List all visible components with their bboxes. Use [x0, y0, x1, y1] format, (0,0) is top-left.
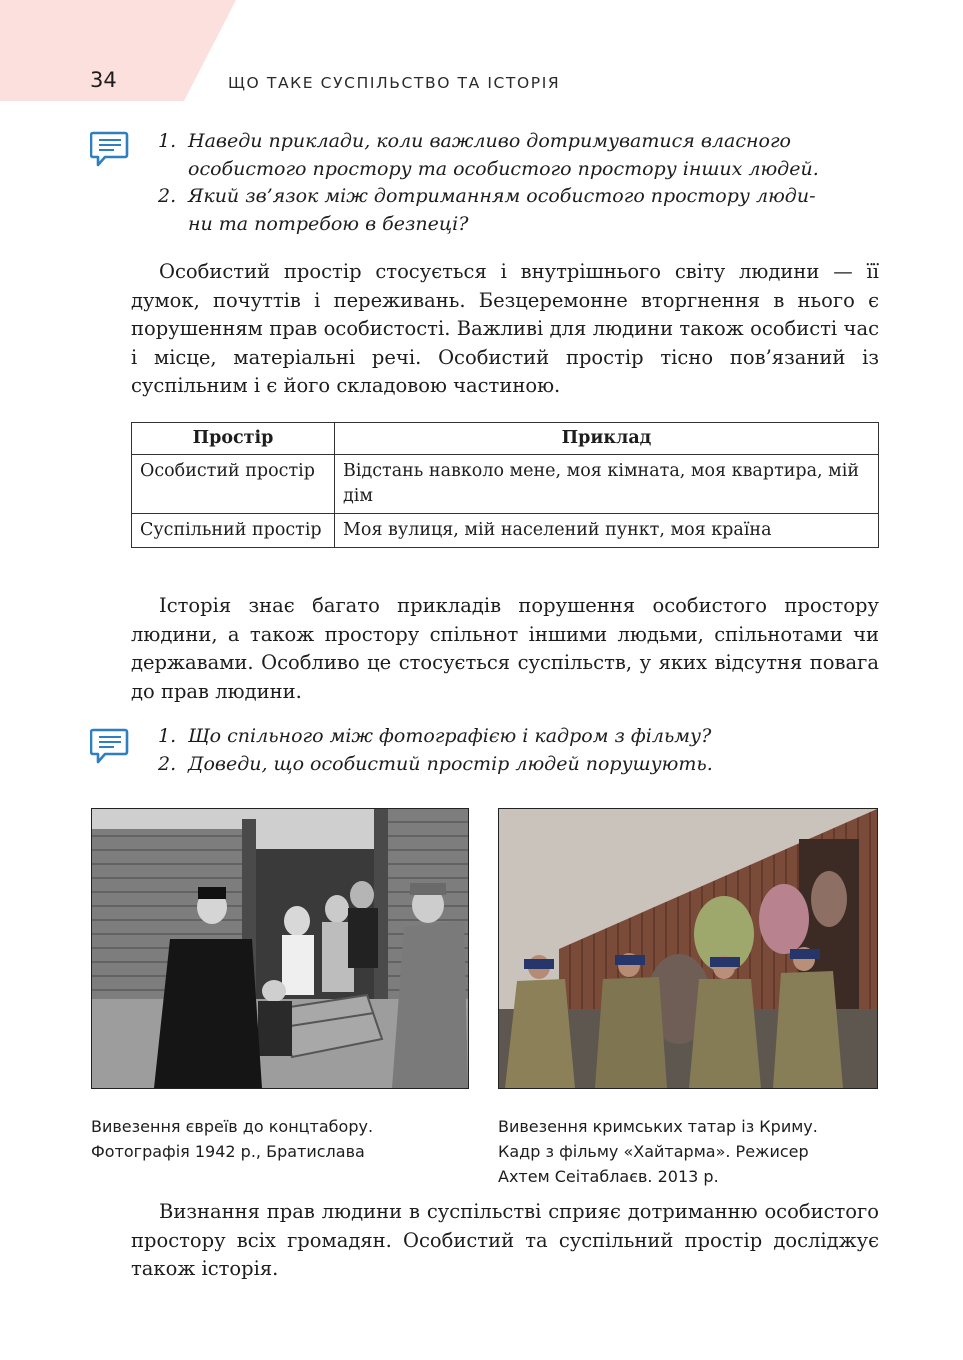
question-text-line: Який зв’язок між дотриманням особистого простору люди- — [188, 185, 816, 207]
questions-block-1 — [158, 128, 898, 238]
question-text-line: особистого простору та особистого простору інших людей. — [188, 157, 819, 180]
running-title: ЩО ТАКЕ СУСПІЛЬСТВО ТА ІСТОРІЯ — [228, 74, 561, 92]
questions-block-2 — [158, 723, 898, 778]
question-text-line: Наведи приклади, коли важливо дотримуватися власного — [188, 130, 791, 152]
space-table — [131, 422, 879, 548]
table-row — [132, 455, 879, 514]
speech-bubble-icon — [90, 129, 130, 169]
table-cell: Особистий простір — [132, 455, 335, 514]
table-header-cell: Простір — [132, 423, 335, 455]
film-still-haytarma — [498, 808, 878, 1089]
question-number: 1. — [158, 130, 177, 152]
speech-bubble-icon — [90, 726, 130, 766]
caption-line: Фотографія 1942 р., Братислава — [91, 1142, 365, 1161]
table-cell: Моя вулиця, мій населений пункт, моя країна — [335, 514, 879, 548]
question-number: 1. — [158, 725, 177, 747]
caption-line: Вивезення кримських татар із Криму. — [498, 1117, 818, 1136]
question-item — [158, 751, 898, 779]
page-number: 34 — [90, 68, 117, 92]
table-cell: Відстань навколо мене, моя кімната, моя квартира, мій дім — [335, 455, 879, 514]
question-item — [158, 723, 898, 751]
deportation-photo-1942 — [91, 808, 469, 1089]
question-item — [158, 183, 898, 238]
table-cell: Суспільний простір — [132, 514, 335, 548]
question-text-line: ни та потребою в безпеці? — [188, 212, 469, 235]
question-text: Що спільного між фотографією і кадром з фільму? — [188, 725, 712, 747]
caption-line: Вивезення євреїв до концтабору. — [91, 1117, 374, 1136]
figure-caption — [498, 1114, 818, 1189]
question-item — [158, 128, 898, 183]
body-paragraph: Особистий простір стосується і внутрішнього світу людини — її думок, почуттів і переживань. Безцеремонне вторгнення в нього є порушенням прав особистості. Важливі для людини також особисті час і місце, матеріальні речі. Особистий простір тісно пов’язаний із суспільним і є його складовою частиною. — [131, 260, 879, 397]
body-paragraph: Історія знає багато прикладів порушення особистого простору людини, а також простору спільнот іншими людьми, спільнотами чи державами. Особливо це стосується суспільств, у яких відсутня повага до прав людини. — [131, 594, 879, 703]
table-row — [132, 514, 879, 548]
table-header-cell: Приклад — [335, 423, 879, 455]
caption-line: Кадр з фільму «Хайтарма». Режисер — [498, 1142, 809, 1161]
figure-caption — [91, 1114, 373, 1164]
caption-line: Ахтем Сеітаблаєв. 2013 р. — [498, 1167, 719, 1186]
question-number: 2. — [158, 185, 177, 207]
body-paragraph: Визнання прав людини в суспільстві сприяє дотриманню особистого простору всіх громадян. Особистий та суспільний простір досліджує також історія. — [131, 1200, 879, 1280]
question-number: 2. — [158, 752, 177, 775]
question-text: Доведи, що особистий простір людей порушують. — [188, 752, 713, 775]
